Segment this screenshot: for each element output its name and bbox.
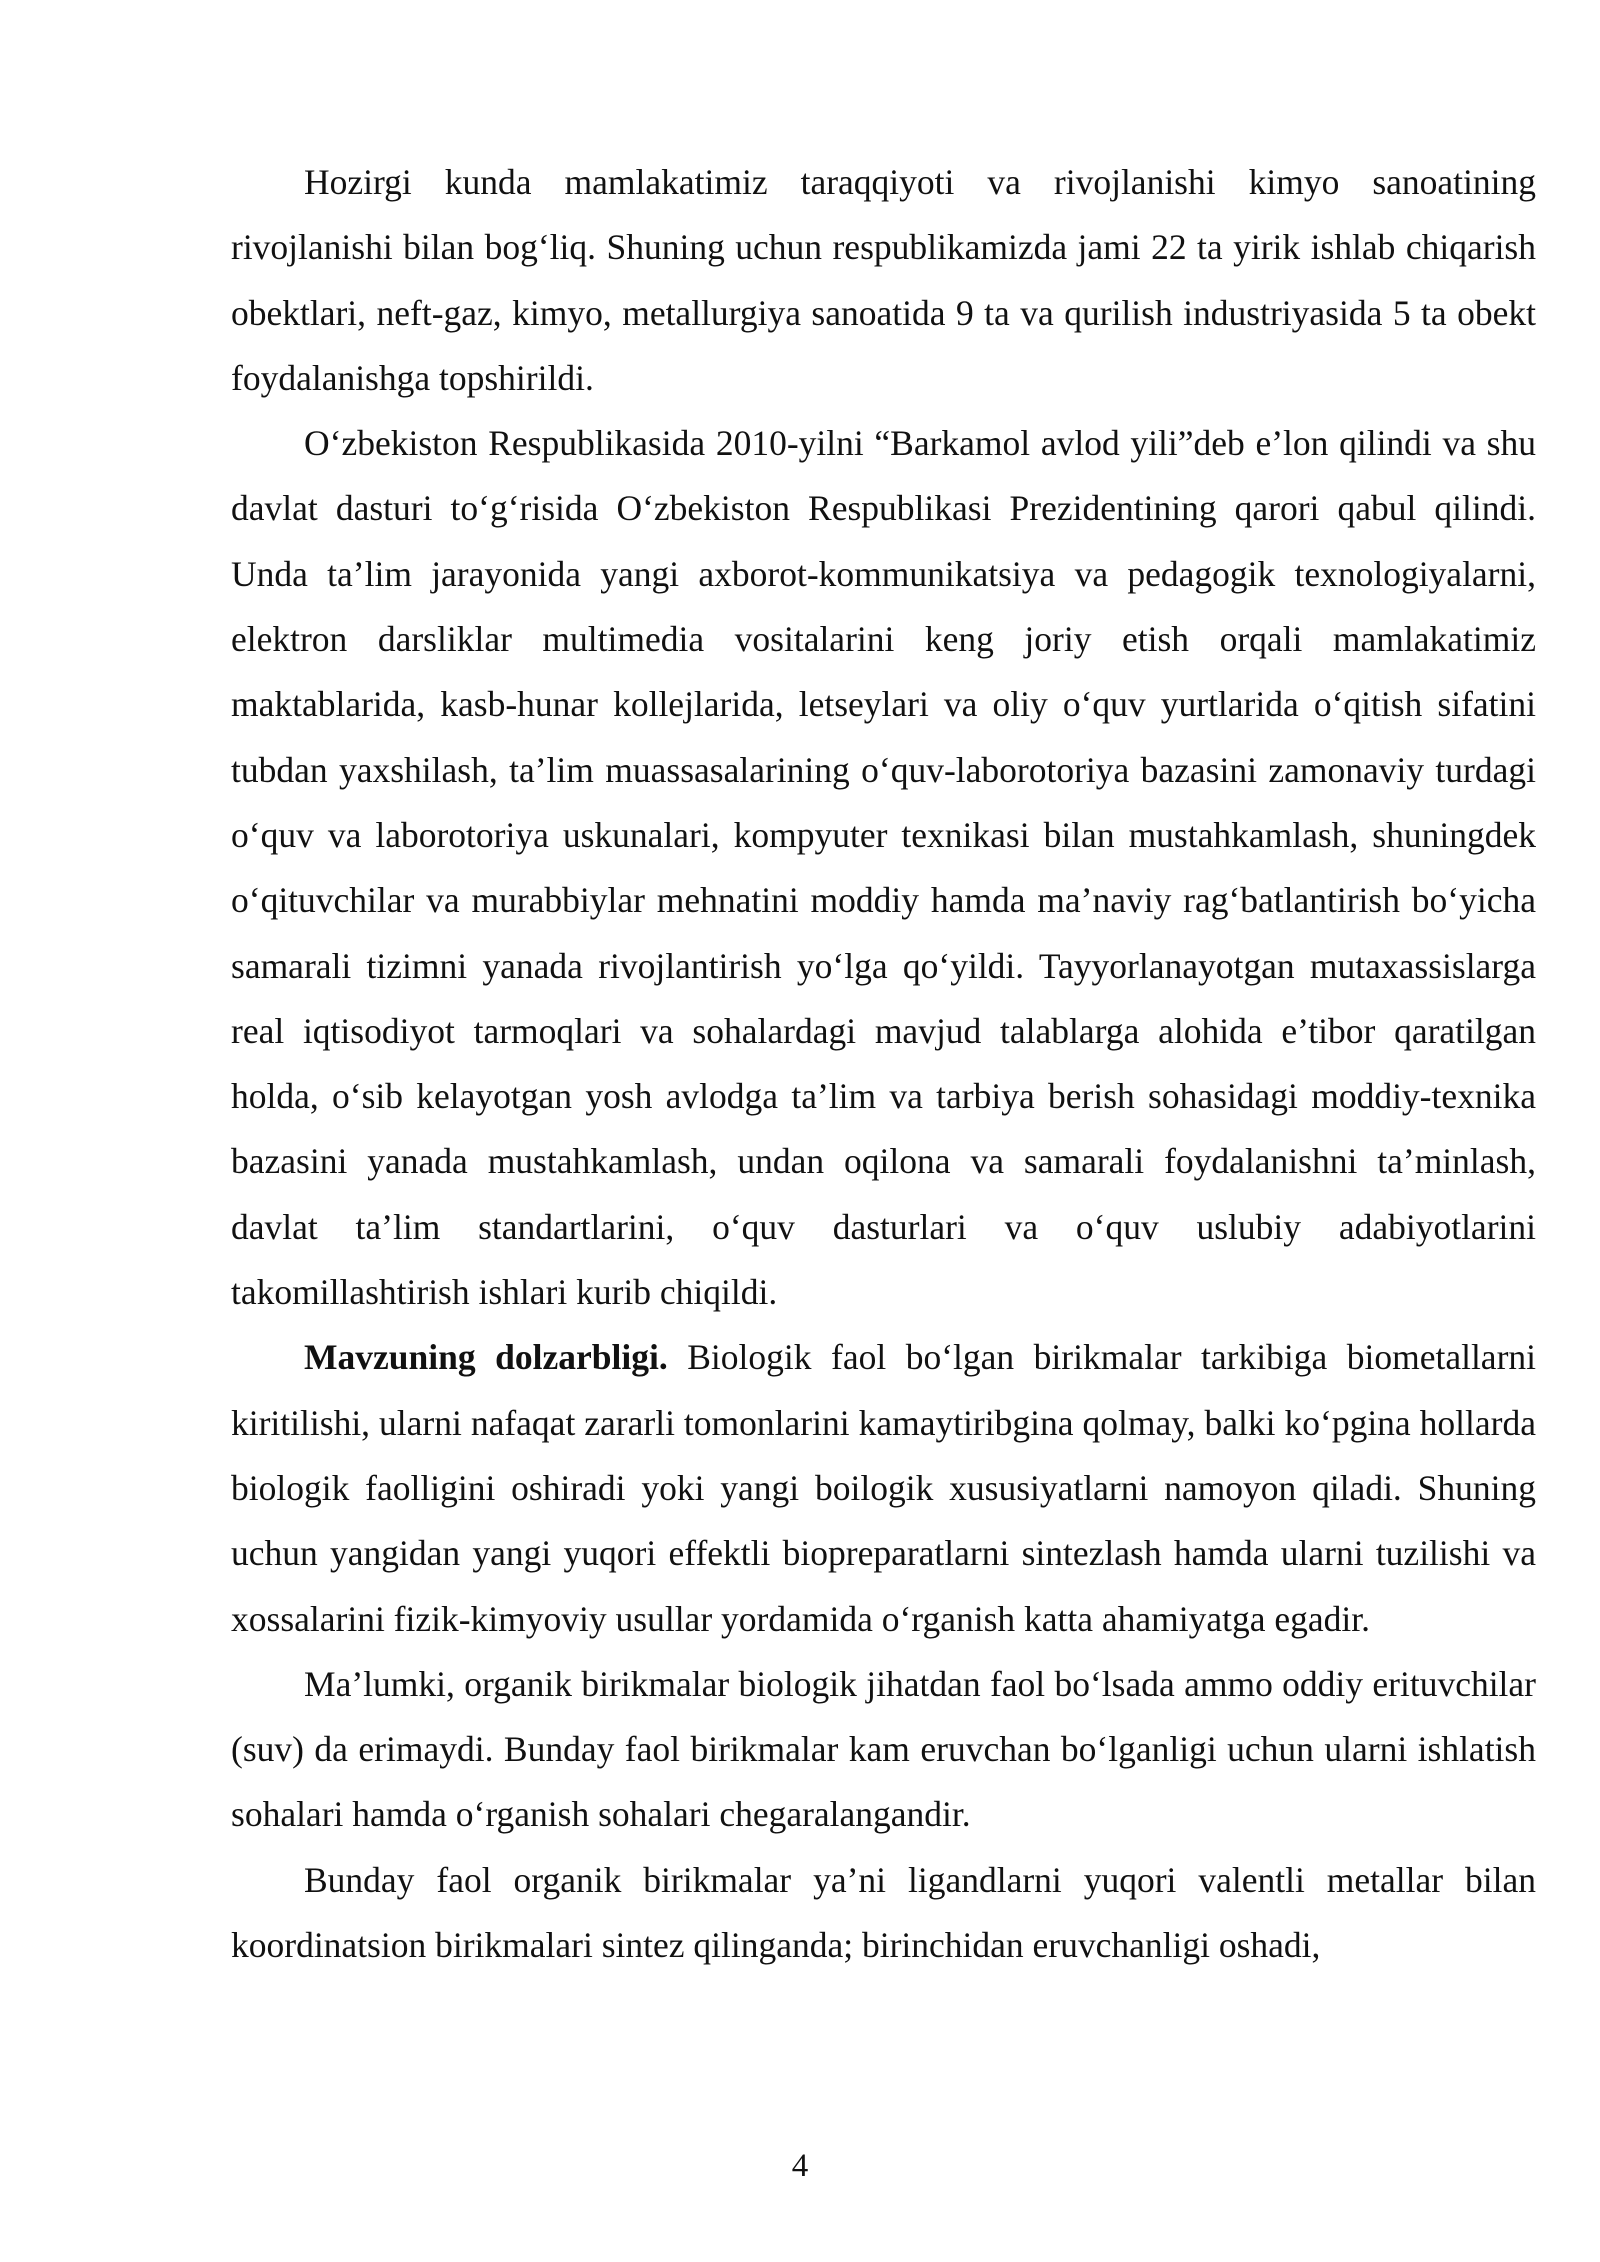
paragraph-text: Bunday faol organik birikmalar ya’ni ligandlarni yuqori valentli metallar bilan koordinatsion birikmalari sintez qilinganda; birinchidan eruvchanligi oshadi,: [231, 1859, 1536, 1966]
paragraph-barkamol-avlod: [231, 411, 1536, 1325]
paragraph-solubility: [231, 1652, 1536, 1848]
page-number: 4: [791, 2148, 809, 2184]
paragraph-topic-relevance: [231, 1325, 1536, 1651]
paragraph-text: Ma’lumki, organik birikmalar biologik jihatdan faol bo‘lsada ammo oddiy erituvchilar (suv) da erimaydi. Bunday faol birikmalar kam eruvchan bo‘lganligi uchun ularni ishlatish sohalari hamda o‘rganish sohalari chegaralangandir.: [231, 1663, 1536, 1835]
paragraph-text: Hozirgi kunda mamlakatimiz taraqqiyoti va rivojlanishi kimyo sanoatining rivojlanishi bilan bog‘liq. Shuning uchun respublikamizda jami 22 ta yirik ishlab chiqarish obektlari, neft-gaz, kimyo, metallurgiya sanoatida 9 ta va qurilish industriyasida 5 ta obekt foydalanishga topshirildi.: [231, 162, 1536, 398]
paragraph-text: O‘zbekiston Respublikasida 2010-yilni “Barkamol avlod yili”deb e’lon qilindi va shu davlat dasturi to‘g‘risida O‘zbekiston Respublikasi Prezidentining qarori qabul qilindi. Unda ta’lim jarayonida yangi axborot-kommunikatsiya va pedagogik texnologiyalarni, elektron darsliklar multimedia vositalarini keng joriy etish orqali mamlakatimiz maktablarida, kasb-hunar kollejlarida, letseylari va oliy o‘quv yurtlarida o‘qitish sifatini tubdan yaxshilash, ta’lim muassasalarining o‘quv-laborotoriya bazasini zamonaviy turdagi o‘quv va laborotoriya uskunalari, kompyuter texnikasi bilan mustahkamlash, shuningdek o‘qituvchilar va murabbiylar mehnatini moddiy hamda ma’naviy rag‘batlantirish bo‘yicha samarali tizimni yanada rivojlantirish yo‘lga qo‘yildi. Tayyorlanayotgan mutaxassislarga real iqtisodiyot tarmoqlari va sohalardagi mavjud talablarga alohida e’tibor qaratilgan holda, o‘sib kelayotgan yosh avlodga ta’lim va tarbiya berish sohasidagi moddiy-texnika bazasini yanada mustahkamlash, undan oqilona va samarali foydalanishni ta’minlash, davlat ta’lim standartlarini, o‘quv dasturlari va o‘quv uslubiy adabiyotlarini takomillashtirish ishlari kurib chiqildi.: [231, 423, 1536, 1313]
document-body: [231, 150, 1536, 1978]
paragraph-development: [231, 150, 1536, 411]
section-heading: Mavzuning dolzarbligi.: [304, 1337, 668, 1378]
paragraph-text: Biologik faol bo‘lgan birikmalar tarkibiga biometallarni kiritilishi, ularni nafaqat zararli tomonlarini kamaytiribgina qolmay, balki ko‘pgina hollarda biologik faolligini oshiradi yoki yangi boilogik xususiyatlarni namoyon qiladi. Shuning uchun yangidan yangi yuqori effektli biopreparatlarni sintezlash hamda ularni tuzilishi va xossalarini fizik-kimyoviy usullar yordamida o‘rganish katta ahamiyatga egadir.: [231, 1337, 1536, 1639]
paragraph-ligands: [231, 1848, 1536, 1979]
